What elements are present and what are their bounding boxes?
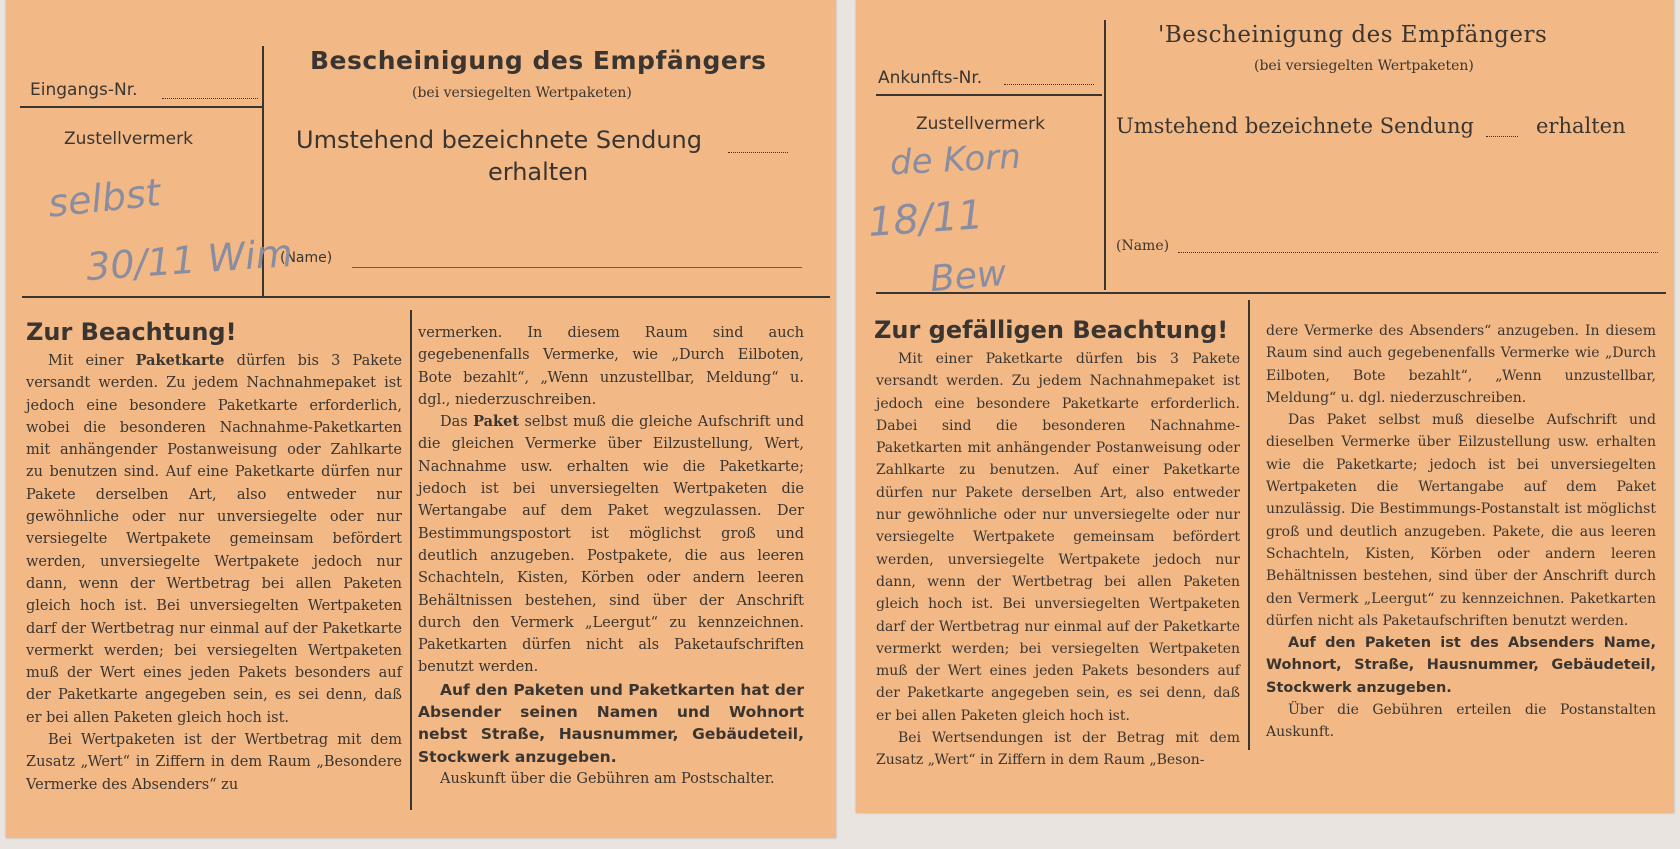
- notice-paragraph: Bei Wertpaketen ist der Wertbetrag mit dem Zusatz „Wert“ in Ziffern in dem Raum „Besondere Vermerke des Absenders“ zu: [26, 732, 402, 793]
- ankunft-label: Ankunfts-Nr.: [878, 68, 983, 88]
- received-line2: erhalten: [488, 158, 589, 186]
- notice-paragraph: Über die Gebühren erteilen die Postanstalten Auskunft.: [1266, 702, 1656, 741]
- eingang-label: Eingangs-Nr.: [30, 80, 138, 100]
- right-parcel-card: [856, 0, 1674, 813]
- name-line: [352, 267, 802, 268]
- recipient-subtitle: (bei versiegelten Wertpaketen): [1254, 58, 1474, 74]
- received-line1-end: erhalten: [1536, 114, 1626, 138]
- notice-paragraph: Das Paket selbst muß die gleiche Aufschrift und die gleichen Vermerke über Eilzustellung, Wert, Nachnahme usw. erhalten wie die Paketkarte; jedoch ist bei unversiegelten Wertpaketen die Wertangabe auf dem Paket wegzulassen. Der Bestimmungspostort ist möglichst groß und deutlich anzugeben. Postpakete, die aus leeren Schachteln, Kisten, Körben oder andern leeren Behältnissen bestehen, sind über der Anschrift durch den Vermerk „Leergut“ zu kennzeichnen. Paketkarten dürfen nicht als Paketaufschriften benutzt werden.: [418, 413, 804, 676]
- notice-paragraph: Mit einer Paketkarte dürfen bis 3 Pakete versandt werden. Zu jedem Nachnahmepaket ist jedoch eine besondere Paketkarte erforderlich, wobei die besonderen Nachnahme-Paketkarten mit anhängender Postanweisung oder Zahlkarte zu benutzen sind. Auf eine Paketkarte dürfen nur Pakete derselben Art, also entweder nur gewöhnliche oder nur unversiegelte oder nur versiegelte Wertpakete gemeinsam befördert werden, unversiegelte Wertpakete jedoch nur dann, wenn der Wertbetrag bei allen Paketen gleich hoch ist. Bei unversiegelten Wertpaketen darf der Wertbetrag nur einmal auf der Paketkarte vermerkt werden; bei versiegelten Wertpaketen muß der Wert eines jeden Pakets besonders auf der Paketkarte angegeben sein, es sei denn, daß er bei allen Paketen gleich hoch ist.: [26, 352, 402, 726]
- eingang-dots: [162, 98, 258, 99]
- notice-column-2: [418, 322, 804, 790]
- notice-heading: Zur Beachtung!: [26, 318, 237, 346]
- zustell-label: Zustellvermerk: [916, 114, 1045, 134]
- notice-paragraph: Bei Wertsendungen ist der Betrag mit dem Zusatz „Wert“ in Ziffern in dem Raum „Beson-: [876, 730, 1240, 769]
- notice-bold-paragraph: Auf den Paketen und Paketkarten hat der Absender seinen Namen und Wohnort nebst Straße, Hausnummer, Gebäudeteil, Stockwerk anzugeben.: [418, 680, 804, 766]
- handwriting-selbst: selbst: [46, 170, 163, 226]
- name-label: (Name): [1116, 238, 1170, 254]
- column-divider: [1248, 300, 1250, 750]
- eingang-underline: [20, 106, 262, 108]
- recipient-title: Bescheinigung des Empfängers: [310, 46, 767, 75]
- header-bottom-rule: [22, 296, 830, 298]
- name-label: (Name): [280, 250, 333, 266]
- notice-bold-paragraph: Auf den Paketen ist des Absenders Name, Wohnort, Straße, Hausnummer, Gebäudeteil, Stockwerk anzugeben.: [1266, 635, 1656, 696]
- received-line1: Umstehend bezeichnete Sendung: [1116, 114, 1474, 138]
- handwriting-date: 30/11 Wim: [84, 230, 295, 290]
- column-divider: [410, 310, 412, 810]
- ankunft-dots: [1004, 84, 1094, 85]
- handwriting-initials: Bew: [928, 252, 1008, 301]
- notice-paragraph: Das Paket selbst muß dieselbe Aufschrift und dieselben Vermerke über Eilzustellung usw. erhalten wie die Paketkarte; jedoch ist bei unversiegelten Wertpaketen die Wertangabe auf dem Paket unzulässig. Die Bestimmungs-Postanstalt ist möglichst groß und deutlich anzugeben. Pakete, die aus leeren Schachteln, Kisten, Körben oder andern leeren Behältnissen bestehen, sind über der Anschrift durch den Vermerk „Leergut“ zu kennzeichnen. Paketkarten dürfen nicht als Paketaufschriften benutzt werden.: [1266, 412, 1656, 629]
- handwriting-date: 18/11: [866, 192, 985, 246]
- name-line: [1178, 252, 1658, 253]
- notice-paragraph: Auskunft über die Gebühren am Postschalter.: [440, 770, 775, 787]
- notice-column-1: [876, 348, 1240, 772]
- header-divider: [1104, 20, 1106, 290]
- received-dots: [728, 152, 788, 153]
- notice-paragraph: dere Vermerke des Absenders“ anzugeben. In diesem Raum sind auch gegebenenfalls Vermerke wie „Durch Eilboten, Bote bezahlt“, „Wenn unzustellbar, Meldung“ u. dgl. niederzuschreiben.: [1266, 323, 1656, 406]
- zustell-label: Zustellvermerk: [64, 129, 193, 149]
- notice-column-1: [26, 350, 402, 796]
- handwriting-name: de Korn: [889, 136, 1022, 184]
- received-line1: Umstehend bezeichnete Sendung: [296, 126, 702, 154]
- notice-paragraph: Mit einer Paketkarte dürfen bis 3 Pakete versandt werden. Zu jedem Nachnahmepaket ist jedoch eine besondere Paketkarte erforderlich. Dabei sind die besonderen Nachnahme-Paketkarten mit anhängender Postanweisung oder Zahlkarte zu benutzen. Auf einer Paketkarte dürfen nur Pakete derselben Art, also entweder nur gewöhnliche oder nur unversiegelte oder nur versiegelte Wertpakete gemeinsam befördert werden, unversiegelte Wertpakete jedoch nur dann, wenn der Wertbetrag bei allen Paketen gleich hoch ist. Bei unversiegelten Wertpaketen darf der Wertbetrag nur einmal auf der Paketkarte vermerkt werden; bei versiegelten Wertpaketen muß der Wert eines jeden Pakets besonders auf der Paketkarte angegeben sein, es sei denn, daß er bei allen Paketen gleich hoch ist.: [876, 351, 1240, 724]
- recipient-subtitle: (bei versiegelten Wertpaketen): [412, 85, 632, 101]
- notice-paragraph: vermerken. In diesem Raum sind auch gegebenenfalls Vermerke, wie „Durch Eilboten, Bote bezahlt“, „Wenn unzustellbar, Meldung“ u. dgl., niederzuschreiben.: [418, 325, 804, 408]
- left-parcel-card: [6, 0, 836, 838]
- received-dots: [1486, 136, 1518, 137]
- notice-heading: Zur gefälligen Beachtung!: [874, 316, 1229, 344]
- ankunft-underline: [876, 94, 1102, 96]
- recipient-title: 'Bescheinigung des Empfängers: [1158, 22, 1548, 48]
- notice-column-2: [1266, 320, 1656, 744]
